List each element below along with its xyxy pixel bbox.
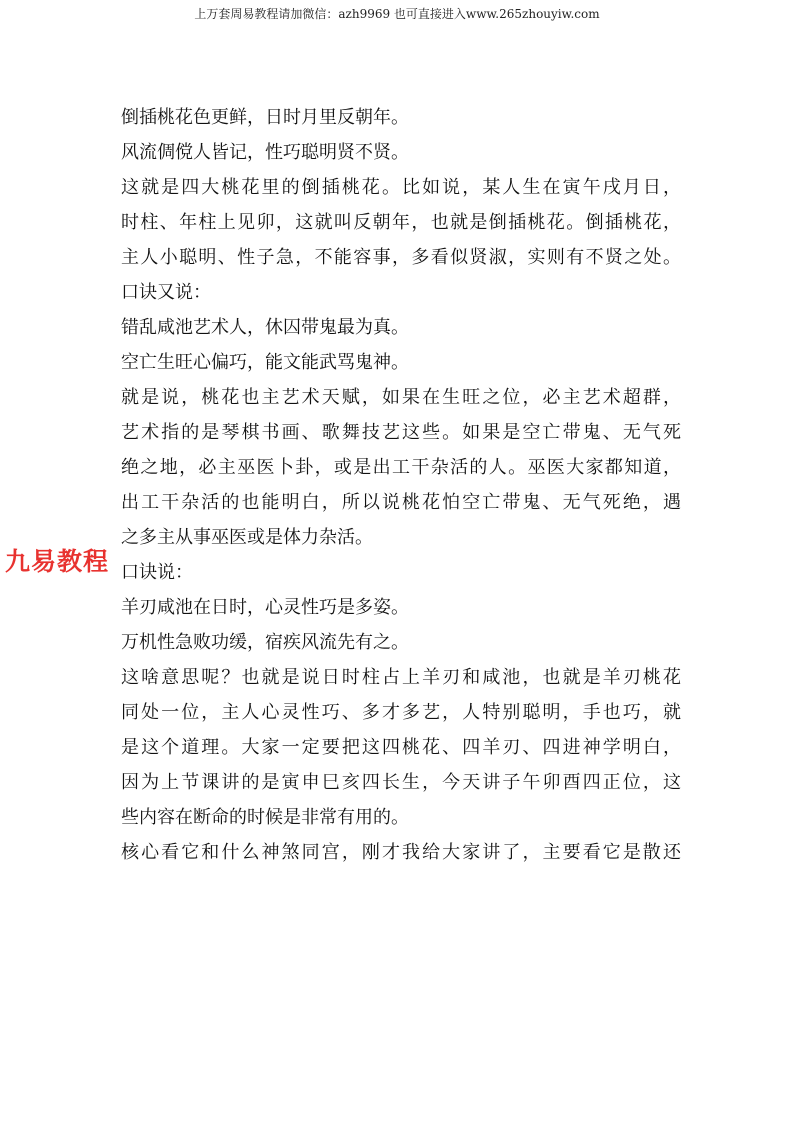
- text-line: 就是说，桃花也主艺术天赋，如果在生旺之位，必主艺术超群，: [121, 387, 681, 408]
- text-line: 些内容在断命的时候是非常有用的。: [121, 807, 409, 828]
- text-line: 艺术指的是琴棋书画、歌舞技艺这些。如果是空亡带鬼、无气死: [121, 422, 681, 443]
- text-line: 绝之地，必主巫医卜卦，或是出工干杂活的人。巫医大家都知道，: [121, 457, 681, 478]
- text-line: 口诀又说：: [121, 282, 211, 303]
- text-line: 口诀说：: [121, 562, 193, 583]
- text-line: 是这个道理。大家一定要把这四桃花、四羊刃、四进神学明白，: [121, 737, 681, 758]
- text-line: 这啥意思呢？也就是说日时柱占上羊刃和咸池，也就是羊刃桃花: [121, 667, 681, 688]
- text-line: 万机性急败功缓，宿疾风流先有之。: [121, 632, 409, 653]
- text-line: 风流倜傥人皆记，性巧聪明贤不贤。: [121, 142, 409, 163]
- text-line: 之多主从事巫医或是体力杂活。: [121, 527, 373, 548]
- text-line: 因为上节课讲的是寅申巳亥四长生，今天讲子午卯酉四正位，这: [121, 772, 681, 793]
- text-line: 这就是四大桃花里的倒插桃花。比如说，某人生在寅午戌月日，: [121, 177, 681, 198]
- text-line: 错乱咸池艺术人，休囚带鬼最为真。: [121, 317, 409, 338]
- text-line: 核心看它和什么神煞同宫，刚才我给大家讲了，主要看它是散还: [121, 842, 681, 863]
- text-line: 同处一位，主人心灵性巧、多才多艺，人特别聪明，手也巧，就: [121, 702, 681, 723]
- text-line: 羊刃咸池在日时，心灵性巧是多姿。: [121, 597, 409, 618]
- page-header: 上万套周易教程请加微信：azh9969 也可直接进入www.265zhouyiw.com: [194, 7, 600, 21]
- text-line: 主人小聪明、性子急，不能容事，多看似贤淑，实则有不贤之处。: [121, 247, 681, 268]
- document-body: [121, 100, 681, 870]
- text-line: 出工干杂活的也能明白，所以说桃花怕空亡带鬼、无气死绝，遇: [121, 492, 681, 513]
- text-line: 时柱、年柱上见卯，这就叫反朝年，也就是倒插桃花。倒插桃花，: [121, 212, 681, 233]
- text-line: 空亡生旺心偏巧，能文能武骂鬼神。: [121, 352, 409, 373]
- text-line: 倒插桃花色更鲜，日时月里反朝年。: [121, 107, 409, 128]
- watermark-logo: 九易教程: [5, 547, 110, 576]
